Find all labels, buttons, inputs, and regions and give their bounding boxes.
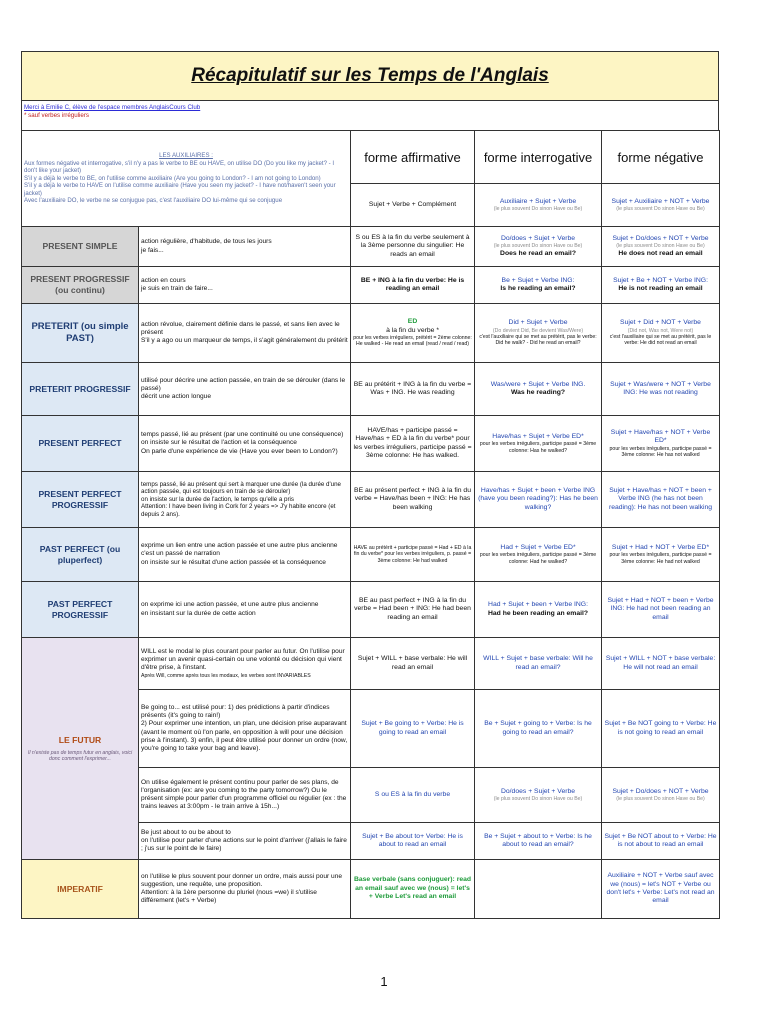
past-perfect-neg-ex: pour les verbes irréguliers, participe passé = 3ème colonne: He had not walked xyxy=(609,552,712,565)
negative-structure-note: (le plus souvent Do sinon Have ou Be) xyxy=(616,206,705,212)
preterit-progressif-neg: Sujet + Was/were + NOT + Verbe ING: He was not reading xyxy=(602,363,720,416)
present-simple-neg-ex: He does not read an email xyxy=(618,249,703,257)
preterit-inter-note: (Do devient Did, Be devient Was/Were) xyxy=(492,327,584,334)
past-perfect-inter-ex: pour les verbes irréguliers, participe passé = 3ème colonne: Had he walked? xyxy=(479,552,597,565)
past-perfect-progressif-name: PAST PERFECT PROGRESSIF xyxy=(22,582,139,638)
present-simple-name: PRESENT SIMPLE xyxy=(22,227,139,267)
affirmative-header: forme affirmative xyxy=(351,131,474,184)
row-preterit-progressif xyxy=(22,363,720,416)
row-present-perfect-progressif xyxy=(22,472,720,528)
futur-present-neg-note: (le plus souvent Do sinon Have ou Be) xyxy=(616,796,705,802)
preterit-progressif-name: PRETERIT PROGRESSIF xyxy=(22,363,139,416)
futur-about-desc: Be just about to ou be about to on l'utilise pour parler d'une actions sur le point d'arriver (j'allais le faire ; j'us sur le point de le faire) xyxy=(139,823,351,860)
present-perfect-desc: temps passé, lié au présent (par une continuité ou une conséquence) on insiste sur le résultat de l'action et la conséquence On parle d'une expérience de vie (Have you ever been to London?) xyxy=(139,416,351,472)
present-progressif-desc: action en cours je suis en train de faire... xyxy=(139,267,351,304)
page-title: Récapitulatif sur les Temps de l'Anglais xyxy=(191,65,549,86)
present-perfect-neg: Sujet + Have/has + NOT + Verbe ED* xyxy=(610,428,711,445)
futur-about-aff: Sujet + Be about to+ Verbe: He is about to read an email xyxy=(351,823,475,860)
present-perfect-aff: HAVE/has + participe passé = Have/has + ED à la fin du verbe* pour les verbes irréguliers, participe passé = 3ème colonne: He has walked. xyxy=(351,416,475,472)
present-simple-neg-note: (le plus souvent Do sinon Have ou Be) xyxy=(616,243,705,250)
futur-goingto-inter: Be + Sujet + going to + Verbe: Is he going to read an email? xyxy=(475,690,602,768)
present-perfect-progressif-desc: temps passé, lié au présent qui sert à marquer une durée (la durée d'une action passée, qui est toujours en train de se dérouler) on insiste sur la durée de l'action, le temps qu'elle a pris Attention: I have been living in Cork for 2 years => J'y habite encore (et depuis 2 ans). xyxy=(139,472,351,528)
affirmative-header-cell xyxy=(351,131,475,227)
futur-will-aff: Sujet + WILL + base verbale: He will read an email xyxy=(351,638,475,690)
present-progressif-name: PRESENT PROGRESSIF (ou continu) xyxy=(22,267,139,304)
auxiliaires-cell xyxy=(22,131,351,227)
imperatif-neg: Auxiliaire + NOT + Verbe sauf avec we (nous) = let's NOT + Verbe ou don't let's + Verbe: Let's not read an email xyxy=(602,860,720,919)
page-number: 1 xyxy=(380,974,388,989)
row-futur-will xyxy=(22,638,720,690)
negative-header: forme négative xyxy=(602,131,719,184)
preterit-progressif-inter: Was/were + Sujet + Verbe ING. xyxy=(490,380,586,388)
preterit-neg-ex: c'est l'auxiliaire qui se met au prétérit, pas le verbe: He did not read an email xyxy=(609,334,712,347)
preterit-inter-ex: c'est l'auxiliaire qui se met au prétérit, pas le verbe: Did he walk? - Did he read an email? xyxy=(479,334,597,347)
present-simple-inter-ex: Does he read an email? xyxy=(500,249,576,257)
aux-line-4: Avec l'auxiliaire DO, le verbe ne se conjugue pas, c'est l'auxiliaire DO lui-même qui se conjugue xyxy=(24,197,283,205)
present-perfect-progressif-aff: BE au présent perfect + ING à la fin du verbe = Have/has been + ING: He has been walking xyxy=(351,472,475,528)
row-present-simple xyxy=(22,227,720,267)
past-perfect-desc: exprime un lien entre une action passée et une autre plus ancienne c'est un passé de narration on insiste sur le résultat d'une action passée et la conséquence xyxy=(139,528,351,582)
past-perfect-inter: Had + Sujet + Verbe ED* xyxy=(500,543,576,551)
past-perfect-progressif-inter: Had + Sujet + been + Verbe ING: xyxy=(488,601,588,609)
present-perfect-inter-ex: pour les verbes irréguliers, participe passé = 3ème colonne: Has he walked? xyxy=(479,441,597,454)
interrogative-structure-note: (le plus souvent Do sinon Have ou Be) xyxy=(493,206,583,212)
present-progressif-inter-ex: Is he reading an email? xyxy=(500,285,576,292)
present-perfect-progressif-name: PRESENT PERFECT PROGRESSIF xyxy=(22,472,139,528)
credit-link[interactable]: Merci à Emilie C, élève de l'espace membres AnglaisCours Club xyxy=(24,104,201,111)
present-simple-neg: Sujet + Do/does + NOT + Verbe xyxy=(612,234,709,242)
preterit-neg: Sujet + Did + NOT + Verbe xyxy=(620,319,701,327)
futur-goingto-neg: Sujet + Be NOT going to + Verbe: He is not going to read an email xyxy=(602,690,720,768)
credit-row xyxy=(21,101,719,130)
row-past-perfect-progressif xyxy=(22,582,720,638)
futur-name: LE FUTUR xyxy=(58,734,102,745)
row-imperatif xyxy=(22,860,720,919)
preterit-aff-3: pour les verbes irréguliers, prétérit = 2ème colonne: He walked - He read an email (read / read / read) xyxy=(353,335,472,348)
row-past-perfect xyxy=(22,528,720,582)
futur-goingto-desc: Be going to... est utilisé pour: 1) des prédictions à partir d'indices présents (it's going to rain!) 2) Pour exprimer une intention, un plan, une décision prise auparavant (avant le moment où l'on parle, en opposition à will pour une décision prise à l'instant). 3) enfin, il peut être utilisé pour donner un ordre (now, you're going to take your bag and leave). xyxy=(139,690,351,768)
preterit-desc: action révolue, clairement définie dans le passé, et sans lien avec le présent S'il y a ago ou un marqueur de temps, il s'agit généralement du prétérit xyxy=(139,304,351,363)
past-perfect-aff: HAVE au prétérit + participe passé = Had + ED à la fin du verbe* pour les verbes irréguliers, p. passé = 3ème colonne: He had walked xyxy=(351,528,475,582)
present-simple-desc: action régulière, d'habitude, de tous les jours je fais... xyxy=(139,227,351,267)
futur-name-cell xyxy=(22,638,139,860)
negative-header-cell xyxy=(602,131,720,227)
title-banner xyxy=(21,51,719,101)
imperatif-aff: Base verbale (sans conjuguer): read an email sauf avec we (nous) = let's + Verbe Let's read an email xyxy=(351,860,475,919)
recap-document xyxy=(21,51,719,919)
aux-line-3: S'il y a déjà le verbe to HAVE on l'utilise comme auxiliaire (Have you seen my jacket? - I have not/haven't seen your jacket) xyxy=(24,182,336,197)
present-progressif-neg: Sujet + Be + NOT + Verbe ING: xyxy=(613,276,708,284)
header-row xyxy=(22,131,720,227)
preterit-name: PRETERIT (ou simple PAST) xyxy=(22,304,139,363)
interrogative-header-cell xyxy=(475,131,602,227)
present-progressif-inter: Be + Sujet + Verbe ING: xyxy=(501,276,575,284)
aux-line-2: S'il y a déjà le verbe to BE, on l'utilise comme auxiliaire (Are you going to London? - I am not going to London) xyxy=(24,174,321,182)
present-progressif-neg-ex: He is not reading an email xyxy=(618,285,703,292)
interrogative-header: forme interrogative xyxy=(475,131,601,184)
futur-about-inter: Be + Sujet + about to + Verbe: Is he about to read an email? xyxy=(475,823,602,860)
aux-line-1: Aux formes négative et interrogative, s'il n'y a pas le verbe to BE ou HAVE, on utilise DO (Do you like my jacket? - I don't like your jacket) xyxy=(24,159,335,175)
past-perfect-neg: Sujet + Had + NOT + Verbe ED* xyxy=(611,543,710,551)
present-perfect-progressif-neg: Sujet + Have/has + NOT + been + Verbe ING (he has not been reading): He has not been walking xyxy=(602,472,720,528)
futur-about-neg: Sujet + Be NOT about to + Verbe: He is not about to read an email xyxy=(602,823,720,860)
preterit-progressif-desc: utilisé pour décrire une action passée, en train de se dérouler (dans le passé) décrit une action longue xyxy=(139,363,351,416)
futur-note: Il n'existe pas de temps futur en anglais, voici donc comment l'exprimer... xyxy=(27,749,133,762)
preterit-progressif-aff: BE au prétérit + ING à la fin du verbe = Was + ING. He was reading xyxy=(351,363,475,416)
row-preterit xyxy=(22,304,720,363)
preterit-progressif-inter-ex: Was he reading? xyxy=(510,389,566,396)
past-perfect-progressif-desc: on exprime ici une action passée, et une autre plus ancienne en insistant sur la durée de cette action xyxy=(139,582,351,638)
present-perfect-name: PRESENT PERFECT xyxy=(22,416,139,472)
present-perfect-neg-ex: pour les verbes irréguliers, participe passé = 3ème colonne: He has not walked xyxy=(609,445,712,458)
negative-structure: Sujet + Auxiliaire + NOT + Verbe xyxy=(611,197,710,205)
futur-will-note: Après Will, comme après tous les modaux, les verbes sont INVARIABLES xyxy=(141,672,311,679)
preterit-neg-note: (Did not, Was not, Were not) xyxy=(627,327,694,334)
present-simple-inter-note: (le plus souvent Do sinon Have ou Be) xyxy=(493,243,583,250)
preterit-aff-1: ED xyxy=(407,318,418,326)
preterit-aff-2: à la fin du verbe * xyxy=(386,326,439,334)
present-progressif-aff: BE + ING à la fin du verbe: He is reading an email xyxy=(351,267,475,304)
futur-will-inter: WILL + Sujet + base verbale: Will he read an email? xyxy=(475,638,602,690)
past-perfect-progressif-inter-ex: Had he been reading an email? xyxy=(487,609,589,617)
present-simple-inter: Do/does + Sujet + Verbe xyxy=(500,234,576,242)
futur-present-aff: S ou ES à la fin du verbe xyxy=(351,768,475,823)
futur-present-neg: Sujet + Do/does + NOT + Verbe xyxy=(612,787,709,795)
row-present-perfect xyxy=(22,416,720,472)
affirmative-structure: Sujet + Verbe + Complément xyxy=(368,200,457,208)
past-perfect-progressif-neg: Sujet + Had + NOT + been + Verbe ING: He had not been reading an email xyxy=(602,582,720,638)
imperatif-inter-empty xyxy=(475,860,602,919)
present-perfect-inter: Have/has + Sujet + Verbe ED* xyxy=(492,432,584,440)
futur-present-desc: On utilise également le présent continu pour parler de ses plans, de l'organisation (ex: are you coming to the party tomorrow?) Ou le présent simple pour parler d'un programme officiel ou régulier (ex : the trains leaves at 3:00pm - le train arrive à 15h...) xyxy=(139,768,351,823)
futur-goingto-aff: Sujet + Be going to + Verbe: He is going to read an email xyxy=(351,690,475,768)
auxiliaires-title: LES AUXILIAIRES : xyxy=(159,151,213,159)
futur-present-inter: Do/does + Sujet + Verbe xyxy=(500,787,576,795)
interrogative-structure: Auxiliaire + Sujet + Verbe xyxy=(499,197,577,205)
row-present-progressif xyxy=(22,267,720,304)
tenses-table xyxy=(21,130,720,919)
preterit-inter: Did + Sujet + Verbe xyxy=(508,319,568,327)
imperatif-desc: on l'utilise le plus souvent pour donner un ordre, mais aussi pour une suggestion, une requête, une proposition. Attention: à la 1ère personne du pluriel (nous =we) il s'utilise différement (let's + Verbe) xyxy=(139,860,351,919)
past-perfect-progressif-aff: BE au past perfect + ING à la fin du verbe = Had been + ING: He had been reading an email xyxy=(351,582,475,638)
present-perfect-progressif-inter: Have/has + Sujet + been + Verbe ING (have you been reading?): Has he been walking? xyxy=(475,472,602,528)
past-perfect-name: PAST PERFECT (ou pluperfect) xyxy=(22,528,139,582)
futur-will-desc: WILL est le modal le plus courant pour parler au futur. On l'utilise pour exprimer un avenir quasi-certain ou une volonté ou décision qui vient d'être prise, à l'instant. xyxy=(141,647,345,672)
futur-will-neg: Sujet + WILL + NOT + base verbale: He will not read an email xyxy=(602,638,720,690)
irregular-note: * sauf verbes irréguliers xyxy=(24,112,89,119)
imperatif-name: IMPERATIF xyxy=(22,860,139,919)
futur-present-inter-note: (le plus souvent Do sinon Have ou Be) xyxy=(493,796,583,802)
present-simple-aff: S ou ES à la fin du verbe seulement à la 3ème personne du singulier: He reads an email xyxy=(351,227,475,267)
